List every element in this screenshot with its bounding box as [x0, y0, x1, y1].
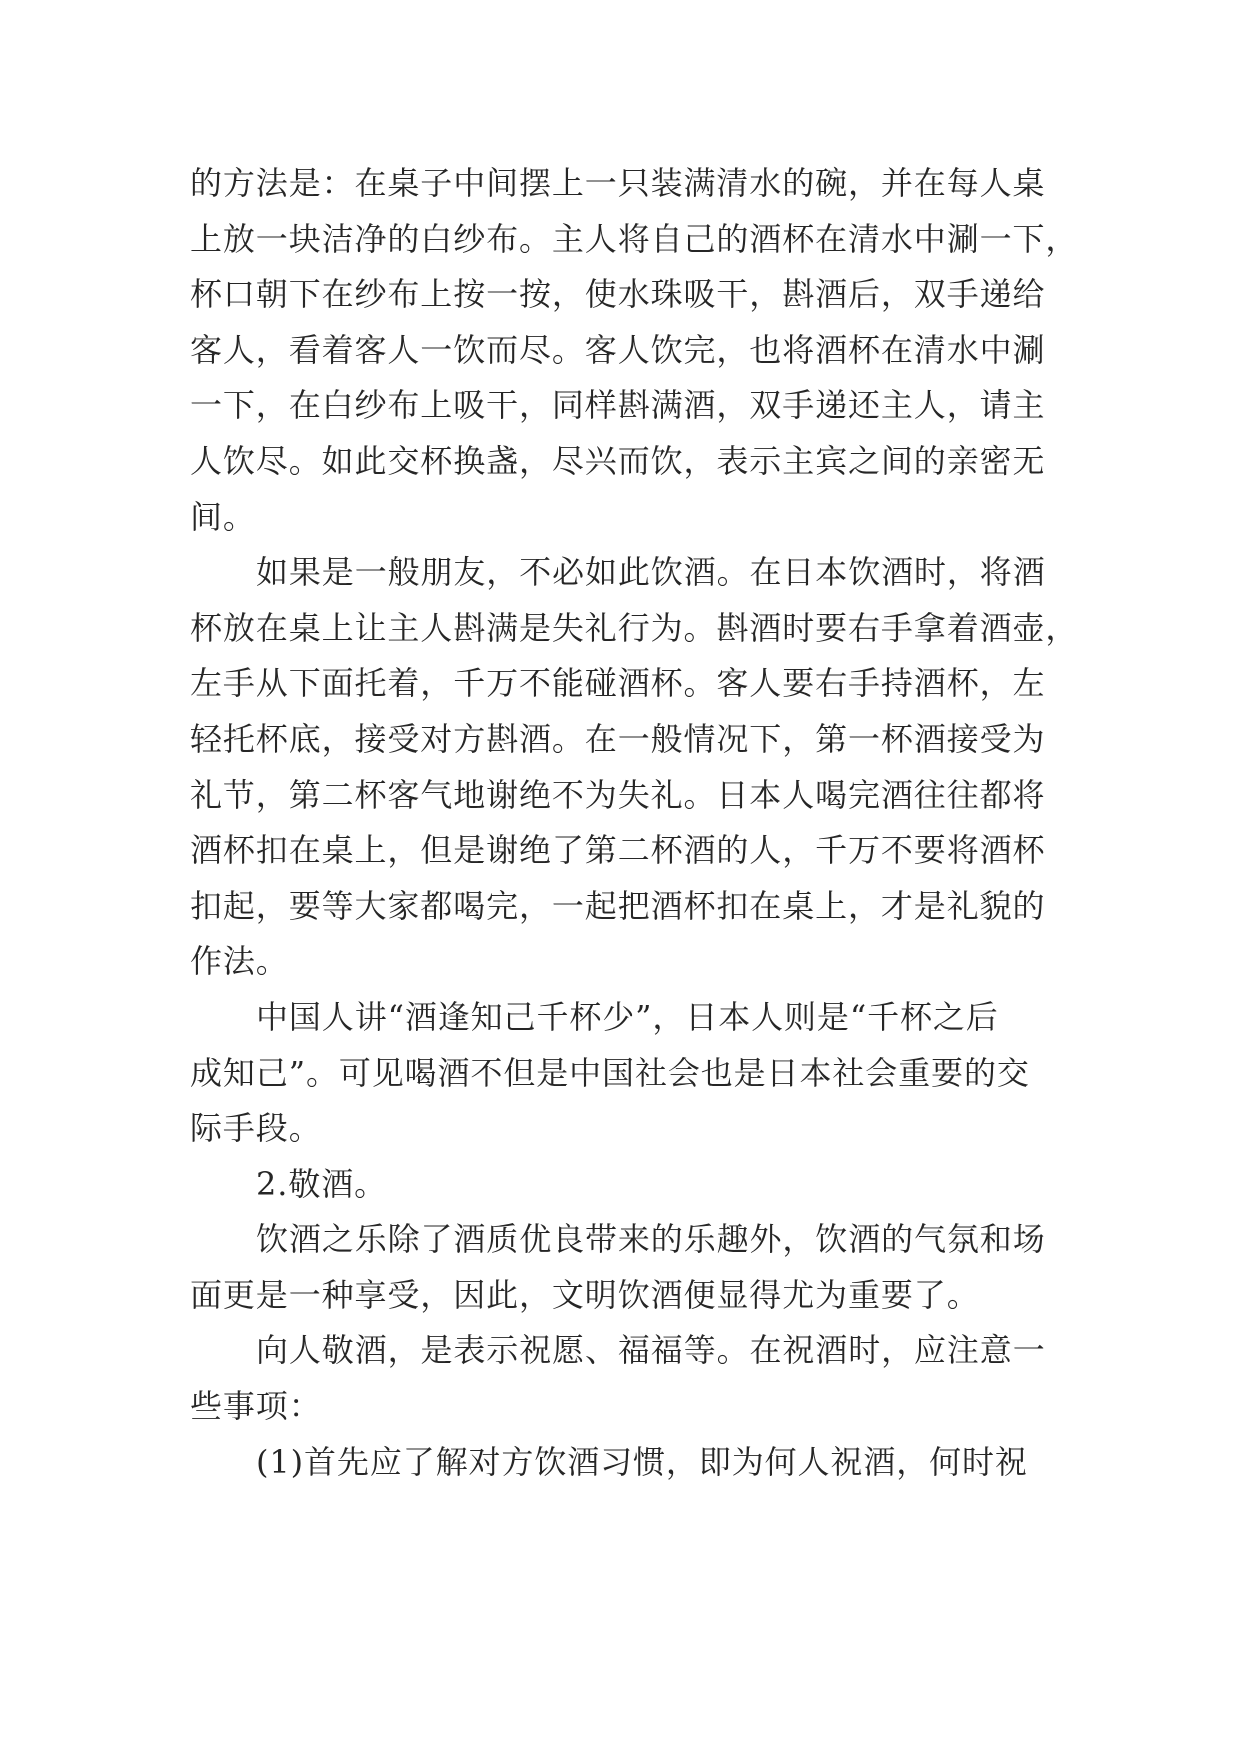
text-line: 些事项：: [190, 1387, 322, 1426]
body-text: [190, 156, 1079, 1490]
text-line: 一下，在白纱布上吸干，同样斟满酒，双手递还主人，请主: [190, 386, 1046, 425]
text-line: 上放一块洁净的白纱布。主人将自己的酒杯在清水中涮一下，: [190, 219, 1079, 258]
text-line: 中国人讲“酒逢知己千杯少”，日本人则是“千杯之后: [256, 997, 999, 1036]
text-line: 2.敬酒。: [256, 1164, 388, 1203]
text-line: 如果是一般朋友，不必如此饮酒。在日本饮酒时，将酒: [256, 553, 1046, 592]
text-line: 杯放在桌上让主人斟满是失礼行为。斟酒时要右手拿着酒壶，: [190, 608, 1079, 647]
text-line: 成知己”。可见喝酒不但是中国社会也是日本社会重要的交: [190, 1053, 1030, 1092]
text-line: 杯口朝下在纱布上按一按，使水珠吸干，斟酒后，双手递给: [190, 275, 1046, 314]
text-line: (1)首先应了解对方饮酒习惯，即为何人祝酒，何时祝: [256, 1442, 1028, 1481]
text-line: 客人，看着客人一饮而尽。客人饮完，也将酒杯在清水中涮: [190, 330, 1046, 369]
text-line: 的方法是：在桌子中间摆上一只装满清水的碗，并在每人桌: [190, 164, 1046, 202]
text-line: 礼节，第二杯客气地谢绝不为失礼。日本人喝完酒往往都将: [190, 775, 1046, 814]
text-line: 面更是一种享受，因此，文明饮酒便显得尤为重要了。: [190, 1275, 980, 1314]
text-line: 向人敬酒，是表示祝愿、福福等。在祝酒时，应注意一: [256, 1331, 1046, 1370]
text-line: 际手段。: [190, 1109, 322, 1148]
text-line: 酒杯扣在桌上，但是谢绝了第二杯酒的人，千万不要将酒杯: [190, 831, 1046, 870]
text-line: 扣起，要等大家都喝完，一起把酒杯扣在桌上，才是礼貌的: [190, 886, 1046, 925]
text-line: 人饮尽。如此交杯换盏，尽兴而饮，表示主宾之间的亲密无: [190, 441, 1046, 480]
text-line: 作法。: [190, 942, 289, 981]
text-line: 饮酒之乐除了酒质优良带来的乐趣外，饮酒的气氛和场: [256, 1220, 1046, 1259]
text-line: 轻托杯底，接受对方斟酒。在一般情况下，第一杯酒接受为: [190, 719, 1046, 758]
text-line: 间。: [190, 497, 256, 536]
text-line: 左手从下面托着，千万不能碰酒杯。客人要右手持酒杯，左: [190, 664, 1046, 703]
